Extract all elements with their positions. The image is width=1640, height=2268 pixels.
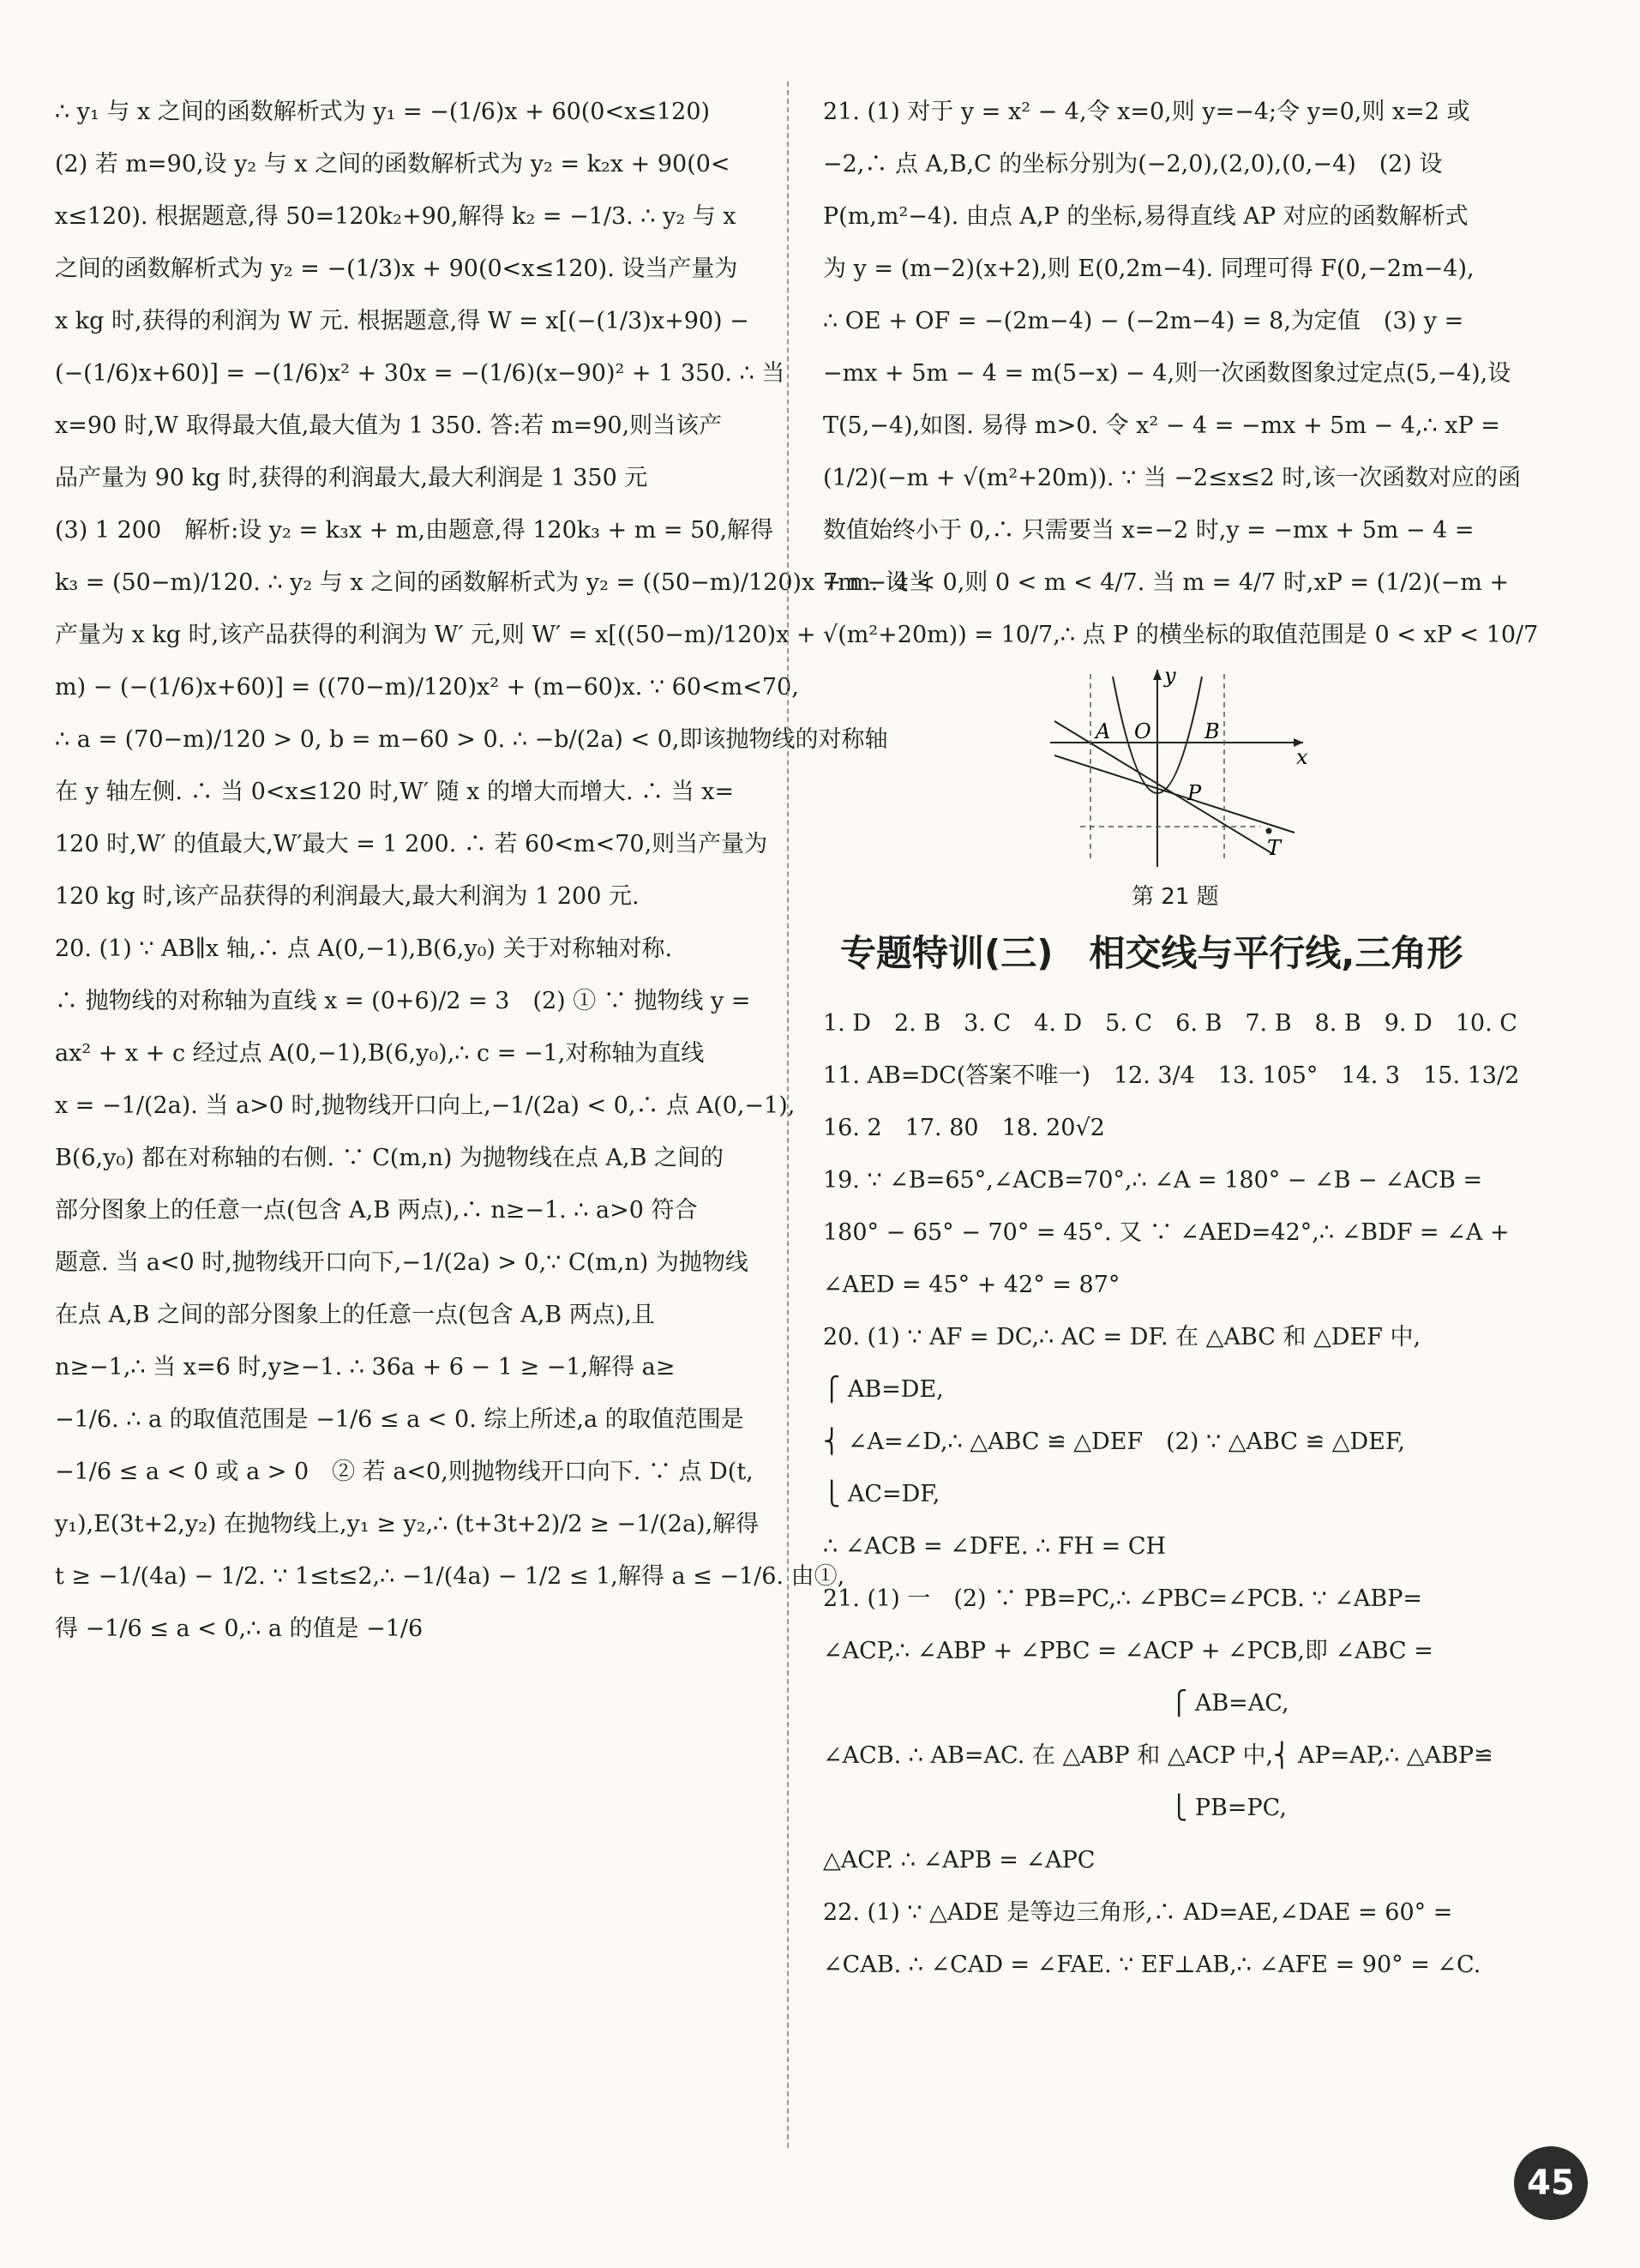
text-line: −1/6. ∴ a 的取值范围是 −1/6 ≤ a < 0. 综上所述,a 的取值范围是 xyxy=(55,1406,744,1433)
text-line: △ACP. ∴ ∠APB = ∠APC xyxy=(823,1847,1096,1874)
text-line: 题意. 当 a<0 时,抛物线开口向下,−1/(2a) > 0,∵ C(m,n) 为抛物线 xyxy=(55,1249,748,1276)
text-line: P(m,m²−4). 由点 A,P 的坐标,易得直线 AP 对应的函数解析式 xyxy=(823,203,1469,230)
text-line: ∴ a = (70−m)/120 > 0, b = m−60 > 0. ∴ −b/(2a) < 0,即该抛物线的对称轴 xyxy=(55,726,888,753)
text-line: 120 kg 时,该产品获得的利润最大,最大利润为 1 200 元. xyxy=(55,883,640,910)
text-line: √(m²+20m)) = 10/7,∴ 点 P 的横坐标的取值范围是 0 < xP < 10/7 xyxy=(823,622,1539,648)
label-o: O xyxy=(1134,719,1151,743)
text-line: 部分图象上的任意一点(包含 A,B 两点),∴ n≥−1. ∴ a>0 符合 xyxy=(55,1197,698,1224)
text-line: 180° − 65° − 70° = 45°. 又 ∵ ∠AED=42°,∴ ∠BDF = ∠A + xyxy=(823,1219,1510,1246)
text-line: ∴ OE + OF = −(2m−4) − (−2m−4) = 8,为定值 (3) y = xyxy=(823,308,1464,334)
text-line: 1. D 2. B 3. C 4. D 5. C 6. B 7. B 8. B 9. D 10. C xyxy=(823,1010,1517,1037)
section-heading: 专题特训(三) 相交线与平行线,三角形 xyxy=(840,932,1463,974)
text-line: x=90 时,W 取得最大值,最大值为 1 350. 答:若 m=90,则当该产 xyxy=(55,412,723,439)
label-y: y xyxy=(1164,664,1176,688)
label-t: T xyxy=(1267,836,1282,860)
text-line: T(5,−4),如图. 易得 m>0. 令 x² − 4 = −mx + 5m − 4,∴ xP = xyxy=(823,412,1500,439)
label-p: P xyxy=(1187,781,1202,805)
text-line: (2) 若 m=90,设 y₂ 与 x 之间的函数解析式为 y₂ = k₂x + 90(0< xyxy=(55,151,730,177)
text-line: 21. (1) 对于 y = x² − 4,令 x=0,则 y=−4;令 y=0,则 x=2 或 xyxy=(823,99,1470,125)
text-line: t ≥ −1/(4a) − 1/2. ∵ 1≤t≤2,∴ −1/(4a) − 1/2 ≤ 1,解得 a ≤ −1/6. 由①, xyxy=(55,1563,845,1590)
text-line: 品产量为 90 kg 时,获得的利润最大,最大利润是 1 350 元 xyxy=(55,465,648,491)
text-line: 22. (1) ∵ △ADE 是等边三角形,∴ AD=AE,∠DAE = 60° = xyxy=(823,1899,1453,1926)
text-line: ∴ ∠ACB = ∠DFE. ∴ FH = CH xyxy=(823,1533,1167,1560)
parabola-figure xyxy=(823,661,1535,910)
text-line: (1/2)(−m + √(m²+20m)). ∵ 当 −2≤x≤2 时,该一次函数对应的函 xyxy=(823,465,1522,491)
text-line: ∠CAB. ∴ ∠CAD = ∠FAE. ∵ EF⊥AB,∴ ∠AFE = 90° = ∠C. xyxy=(823,1952,1481,1978)
text-line: 120 时,W′ 的值最大,W′最大 = 1 200. ∴ 若 60<m<70,则当产量为 xyxy=(55,831,768,857)
text-line: (3) 1 200 解析:设 y₂ = k₃x + m,由题意,得 120k₃ + m = 50,解得 xyxy=(55,517,774,544)
text-line: 20. (1) ∵ AF = DC,∴ AC = DF. 在 △ABC 和 △DEF 中, xyxy=(823,1324,1421,1351)
text-line: ∴ y₁ 与 x 之间的函数解析式为 y₁ = −(1/6)x + 60(0<x≤120) xyxy=(55,99,711,125)
text-line: ∠ACB. ∴ AB=AC. 在 △ABP 和 △ACP 中,⎨ AP=AP,∴ △ABP≌ xyxy=(823,1742,1493,1769)
text-line: ∴ 抛物线的对称轴为直线 x = (0+6)/2 = 3 (2) ① ∵ 抛物线 y = xyxy=(55,988,751,1014)
text-line: n≥−1,∴ 当 x=6 时,y≥−1. ∴ 36a + 6 − 1 ≥ −1,解得 a≥ xyxy=(55,1354,676,1381)
text-line: (−(1/6)x+60)] = −(1/6)x² + 30x = −(1/6)(x−90)² + 1 350. ∴ 当 xyxy=(55,360,785,387)
text-line: k₃ = (50−m)/120. ∴ y₂ 与 x 之间的函数解析式为 y₂ = ((50−m)/120)x + m. 设当 xyxy=(55,569,932,596)
text-line: 在点 A,B 之间的部分图象上的任意一点(包含 A,B 两点),且 xyxy=(55,1302,655,1328)
label-x: x xyxy=(1296,745,1308,769)
text-line: 之间的函数解析式为 y₂ = −(1/3)x + 90(0<x≤120). 设当产量为 xyxy=(55,256,738,282)
text-line: 在 y 轴左侧. ∴ 当 0<x≤120 时,W′ 随 x 的增大而增大. ∴ 当 x= xyxy=(55,779,735,805)
parabola-graph xyxy=(823,661,1535,875)
point-t xyxy=(1266,828,1272,834)
label-a: A xyxy=(1096,719,1111,743)
text-line: m) − (−(1/6)x+60)] = ((70−m)/120)x² + (m−60)x. ∵ 60<m<70, xyxy=(55,674,799,701)
text-line: 20. (1) ∵ AB∥x 轴,∴ 点 A(0,−1),B(6,y₀) 关于对称轴对称. xyxy=(55,935,673,962)
text-line: 数值始终小于 0,∴ 只需要当 x=−2 时,y = −mx + 5m − 4 = xyxy=(823,517,1475,544)
label-b: B xyxy=(1204,719,1220,743)
text-line: ⎧ AB=DE, xyxy=(823,1376,944,1403)
text-line: ⎩ AC=DF, xyxy=(823,1481,940,1507)
text-line: x≤120). 根据题意,得 50=120k₂+90,解得 k₂ = −1/3. ∴ y₂ 与 x xyxy=(55,203,736,230)
text-line: 21. (1) 一 (2) ∵ PB=PC,∴ ∠PBC=∠PCB. ∵ ∠ABP= xyxy=(823,1585,1422,1612)
column-divider xyxy=(787,81,789,2148)
text-line: 为 y = (m−2)(x+2),则 E(0,2m−4). 同理可得 F(0,−2m−4), xyxy=(823,256,1475,282)
text-line: y₁),E(3t+2,y₂) 在抛物线上,y₁ ≥ y₂,∴ (t+3t+2)/2 ≥ −1/(2a),解得 xyxy=(55,1511,760,1537)
text-line: −2,∴ 点 A,B,C 的坐标分别为(−2,0),(2,0),(0,−4) (2) 设 xyxy=(823,151,1443,177)
y-axis-arrow xyxy=(1153,670,1162,680)
text-line: −mx + 5m − 4 = m(5−x) − 4,则一次函数图象过定点(5,−4),设 xyxy=(823,360,1511,387)
text-line: 7m − 4 < 0,则 0 < m < 4/7. 当 m = 4/7 时,xP = (1/2)(−m + xyxy=(823,569,1510,596)
text-line: ⎧ AB=AC, xyxy=(823,1690,1289,1717)
line-pt xyxy=(1054,721,1273,854)
figure-caption: 第 21 题 xyxy=(1132,884,1219,910)
text-line: B(6,y₀) 都在对称轴的右侧. ∵ C(m,n) 为抛物线在点 A,B 之间的 xyxy=(55,1145,724,1171)
text-line: x kg 时,获得的利润为 W 元. 根据题意,得 W = x[(−(1/3)x+90) − xyxy=(55,308,749,334)
text-line: ax² + x + c 经过点 A(0,−1),B(6,y₀),∴ c = −1,对称轴为直线 xyxy=(55,1040,705,1067)
text-line: ∠AED = 45° + 42° = 87° xyxy=(823,1272,1120,1298)
right-column xyxy=(823,86,1539,1991)
text-line: ∠ACP,∴ ∠ABP + ∠PBC = ∠ACP + ∠PCB,即 ∠ABC = xyxy=(823,1638,1433,1664)
text-line: −1/6 ≤ a < 0 或 a > 0 ② 若 a<0,则抛物线开口向下. ∵ 点 D(t, xyxy=(55,1459,754,1485)
page-number-badge: 45 xyxy=(1514,2146,1588,2220)
text-line: x = −1/(2a). 当 a>0 时,抛物线开口向上,−1/(2a) < 0,∴ 点 A(0,−1), xyxy=(55,1092,796,1119)
text-line: ⎩ PB=PC, xyxy=(823,1795,1287,1821)
text-line: 产量为 x kg 时,该产品获得的利润为 W′ 元,则 W′ = x[((50−m)/120)x + xyxy=(55,622,816,648)
text-line: 得 −1/6 ≤ a < 0,∴ a 的值是 −1/6 xyxy=(55,1615,424,1642)
text-line: 16. 2 17. 80 18. 20√2 xyxy=(823,1115,1105,1141)
text-line: 19. ∵ ∠B=65°,∠ACB=70°,∴ ∠A = 180° − ∠B − ∠ACB = xyxy=(823,1167,1483,1194)
text-line: ⎨ ∠A=∠D,∴ △ABC ≌ △DEF (2) ∵ △ABC ≌ △DEF, xyxy=(823,1429,1406,1455)
text-line: 11. AB=DC(答案不唯一) 12. 3/4 13. 105° 14. 3 15. 13/2 xyxy=(823,1062,1520,1089)
